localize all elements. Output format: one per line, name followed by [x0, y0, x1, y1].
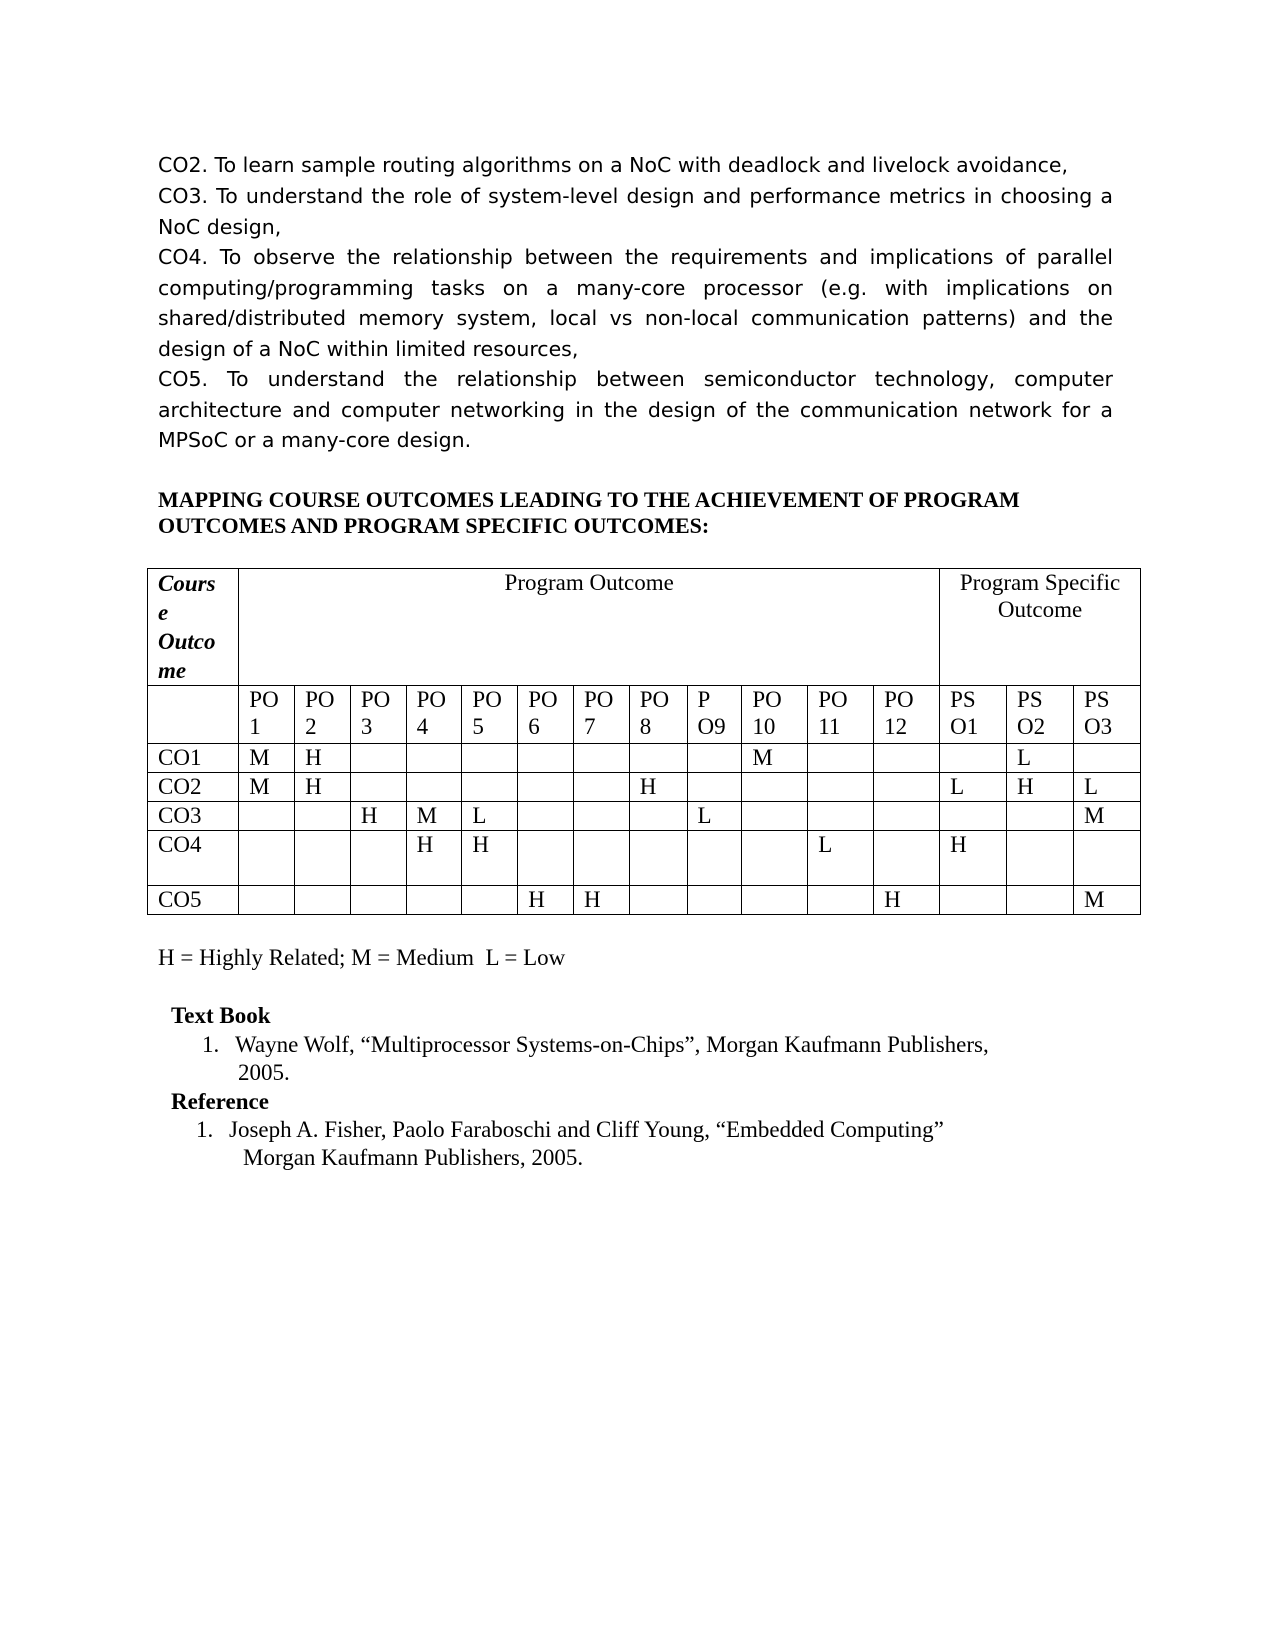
mapping-cell: H — [940, 831, 1007, 886]
mapping-cell: M — [1073, 886, 1140, 915]
mapping-cell: M — [239, 773, 295, 802]
column-header-line: 10 — [752, 714, 776, 739]
reference-line1: Joseph A. Fisher, Paolo Faraboschi and Cliff Young, “Embedded Computing” — [229, 1117, 944, 1142]
course-outcome-co5: CO5. To understand the relationship between semiconductor technology, computer architecture and computer networking in the design of the communication network for a MPSoC or a many-core design. — [158, 367, 1113, 452]
mapping-cell — [874, 773, 940, 802]
mapping-cell: L — [808, 831, 874, 886]
column-header-cell — [874, 686, 940, 744]
mapping-cell — [1007, 831, 1074, 886]
column-header-cell — [239, 686, 295, 744]
column-header-line: O3 — [1083, 714, 1113, 739]
mapping-cell: H — [406, 831, 462, 886]
mapping-cell — [742, 886, 808, 915]
mapping-cell — [940, 886, 1007, 915]
mapping-cell — [687, 886, 742, 915]
column-header-line: PO — [249, 687, 279, 712]
mapping-cell — [808, 802, 874, 831]
text-book-title: Text Book — [171, 1003, 271, 1028]
reference-line2: Morgan Kaufmann Publishers, 2005. — [243, 1145, 584, 1170]
column-header-cell — [742, 686, 808, 744]
mapping-cell — [350, 831, 406, 886]
course-outcome-label: CO5 — [148, 886, 239, 915]
column-header-line: 12 — [884, 714, 908, 739]
mapping-cell: H — [295, 744, 351, 773]
column-header-line: 8 — [639, 714, 652, 739]
mapping-cell: L — [1007, 744, 1074, 773]
empty-corner-cell — [148, 686, 239, 744]
text-book-line2: 2005. — [238, 1060, 290, 1085]
column-header-line: PO — [416, 687, 447, 712]
mapping-cell — [518, 802, 574, 831]
table-row — [148, 886, 1141, 915]
column-header-line: P — [697, 687, 711, 712]
column-header-line: 7 — [583, 714, 596, 739]
mapping-cell — [629, 802, 687, 831]
mapping-cell: H — [573, 886, 629, 915]
mapping-cell — [808, 886, 874, 915]
column-header-line: PO — [305, 687, 335, 712]
list-number: 1. — [202, 1032, 220, 1057]
mapping-cell: H — [874, 886, 940, 915]
column-header-line: O1 — [950, 714, 979, 739]
mapping-cell — [239, 886, 295, 915]
mapping-cell — [295, 886, 351, 915]
table-row — [148, 802, 1141, 831]
mapping-cell — [629, 744, 687, 773]
program-specific-outcome-header — [940, 569, 1141, 686]
table-header-row — [148, 569, 1141, 686]
column-header-cell — [350, 686, 406, 744]
co-header-line: Cours — [158, 571, 216, 596]
course-outcome-label: CO1 — [148, 744, 239, 773]
mapping-cell — [350, 744, 406, 773]
mapping-cell — [629, 886, 687, 915]
mapping-cell: M — [742, 744, 808, 773]
mapping-cell — [295, 831, 351, 886]
course-outcome-header — [148, 569, 239, 686]
mapping-cell — [742, 802, 808, 831]
co-header-line: Outco — [158, 629, 216, 654]
course-outcome-label: CO3 — [148, 802, 239, 831]
mapping-heading-line1: MAPPING COURSE OUTCOMES LEADING TO THE ACHIEVEMENT OF PROGRAM — [158, 487, 1020, 512]
mapping-cell — [462, 773, 518, 802]
mapping-cell — [239, 802, 295, 831]
mapping-cell: H — [518, 886, 574, 915]
column-header-cell — [940, 686, 1007, 744]
column-header-line: PS — [1083, 687, 1110, 712]
mapping-cell: H — [1007, 773, 1074, 802]
mapping-cell — [462, 886, 518, 915]
column-header-cell — [406, 686, 462, 744]
mapping-table — [147, 568, 1141, 915]
mapping-cell — [808, 744, 874, 773]
mapping-cell: M — [406, 802, 462, 831]
mapping-cell: H — [295, 773, 351, 802]
mapping-cell — [687, 773, 742, 802]
pso-header-line1: Program Specific — [959, 570, 1121, 595]
mapping-cell: L — [1073, 773, 1140, 802]
mapping-cell — [573, 802, 629, 831]
column-header-cell — [462, 686, 518, 744]
column-header-line: PO — [472, 687, 502, 712]
column-header-line: O9 — [697, 714, 726, 739]
pso-header-line2: Outcome — [997, 597, 1083, 622]
program-outcome-header: Program Outcome — [239, 569, 940, 686]
co-header-line: me — [158, 658, 187, 683]
legend: H = Highly Related; M = Medium L = Low — [158, 945, 566, 970]
mapping-cell — [518, 773, 574, 802]
mapping-cell — [1073, 744, 1140, 773]
mapping-heading — [158, 487, 1158, 539]
mapping-cell — [940, 802, 1007, 831]
column-header-line: 4 — [416, 714, 429, 739]
mapping-cell: L — [462, 802, 518, 831]
mapping-cell: M — [239, 744, 295, 773]
mapping-cell — [573, 773, 629, 802]
column-header-line: PO — [360, 687, 391, 712]
mapping-cell — [1073, 831, 1140, 886]
mapping-cell — [874, 802, 940, 831]
mapping-cell — [462, 744, 518, 773]
mapping-cell — [629, 831, 687, 886]
column-header-line: PO — [583, 687, 614, 712]
table-row — [148, 744, 1141, 773]
column-header-cell — [808, 686, 874, 744]
column-header-line: PS — [1017, 687, 1043, 712]
mapping-cell: L — [687, 802, 742, 831]
course-outcome-label: CO2 — [148, 773, 239, 802]
course-outcome-co2: CO2. To learn sample routing algorithms on a NoC with deadlock and livelock avoidance, — [158, 153, 1068, 177]
mapping-cell — [808, 773, 874, 802]
co-header-line: e — [158, 600, 169, 625]
column-header-line: 11 — [818, 714, 841, 739]
column-header-cell — [573, 686, 629, 744]
column-header-line: 1 — [249, 714, 261, 739]
mapping-cell — [406, 744, 462, 773]
column-header-line: PO — [818, 687, 848, 712]
column-header-line: 3 — [360, 714, 373, 739]
mapping-cell: H — [350, 802, 406, 831]
mapping-cell — [874, 831, 940, 886]
mapping-heading-line2: OUTCOMES AND PROGRAM SPECIFIC OUTCOMES: — [158, 513, 710, 538]
column-header-cell — [629, 686, 687, 744]
mapping-cell — [687, 744, 742, 773]
column-header-cell — [518, 686, 574, 744]
column-header-cell — [295, 686, 351, 744]
mapping-cell — [406, 773, 462, 802]
mapping-cell — [350, 773, 406, 802]
reference-title: Reference — [171, 1089, 269, 1114]
column-header-cell — [1007, 686, 1074, 744]
mapping-cell — [1007, 802, 1074, 831]
mapping-cell: H — [629, 773, 687, 802]
mapping-cell: M — [1073, 802, 1140, 831]
mapping-cell — [350, 886, 406, 915]
column-header-cell — [687, 686, 742, 744]
table-row — [148, 773, 1141, 802]
mapping-cell — [573, 831, 629, 886]
mapping-cell — [742, 773, 808, 802]
mapping-cell — [295, 802, 351, 831]
mapping-cell — [874, 744, 940, 773]
column-header-line: PO — [752, 687, 782, 712]
column-header-line: PS — [950, 687, 976, 712]
reference-item — [196, 1116, 1096, 1172]
mapping-cell: H — [462, 831, 518, 886]
course-outcome-label: CO4 — [148, 831, 239, 886]
course-outcome-co4: CO4. To observe the relationship between the requirements and implications of parallel computing/programming tasks on a many-core processor (e.g. with implications on shared/distributed memory system, local vs non-local communication patterns) and the design of a NoC within limited resources, — [158, 245, 1113, 361]
column-header-line: 2 — [305, 714, 317, 739]
mapping-cell — [1007, 886, 1074, 915]
mapping-cell — [239, 831, 295, 886]
column-header-line: PO — [884, 687, 914, 712]
column-header-row — [148, 686, 1141, 744]
text-book-item — [202, 1031, 1102, 1087]
mapping-cell — [940, 744, 1007, 773]
mapping-cell — [687, 831, 742, 886]
course-outcome-co3: CO3. To understand the role of system-level design and performance metrics in choosing a NoC design, — [158, 184, 1113, 239]
mapping-cell — [518, 831, 574, 886]
mapping-cell — [406, 886, 462, 915]
column-header-cell — [1073, 686, 1140, 744]
column-header-line: 6 — [528, 714, 540, 739]
mapping-cell — [518, 744, 574, 773]
column-header-line: PO — [639, 687, 670, 712]
column-header-line: O2 — [1017, 714, 1046, 739]
text-book-line1: Wayne Wolf, “Multiprocessor Systems-on-Chips”, Morgan Kaufmann Publishers, — [235, 1032, 989, 1057]
mapping-cell — [742, 831, 808, 886]
list-number: 1. — [196, 1117, 214, 1142]
mapping-cell: L — [940, 773, 1007, 802]
mapping-cell — [573, 744, 629, 773]
table-row — [148, 831, 1141, 886]
column-header-line: 5 — [472, 714, 484, 739]
column-header-line: PO — [528, 687, 558, 712]
